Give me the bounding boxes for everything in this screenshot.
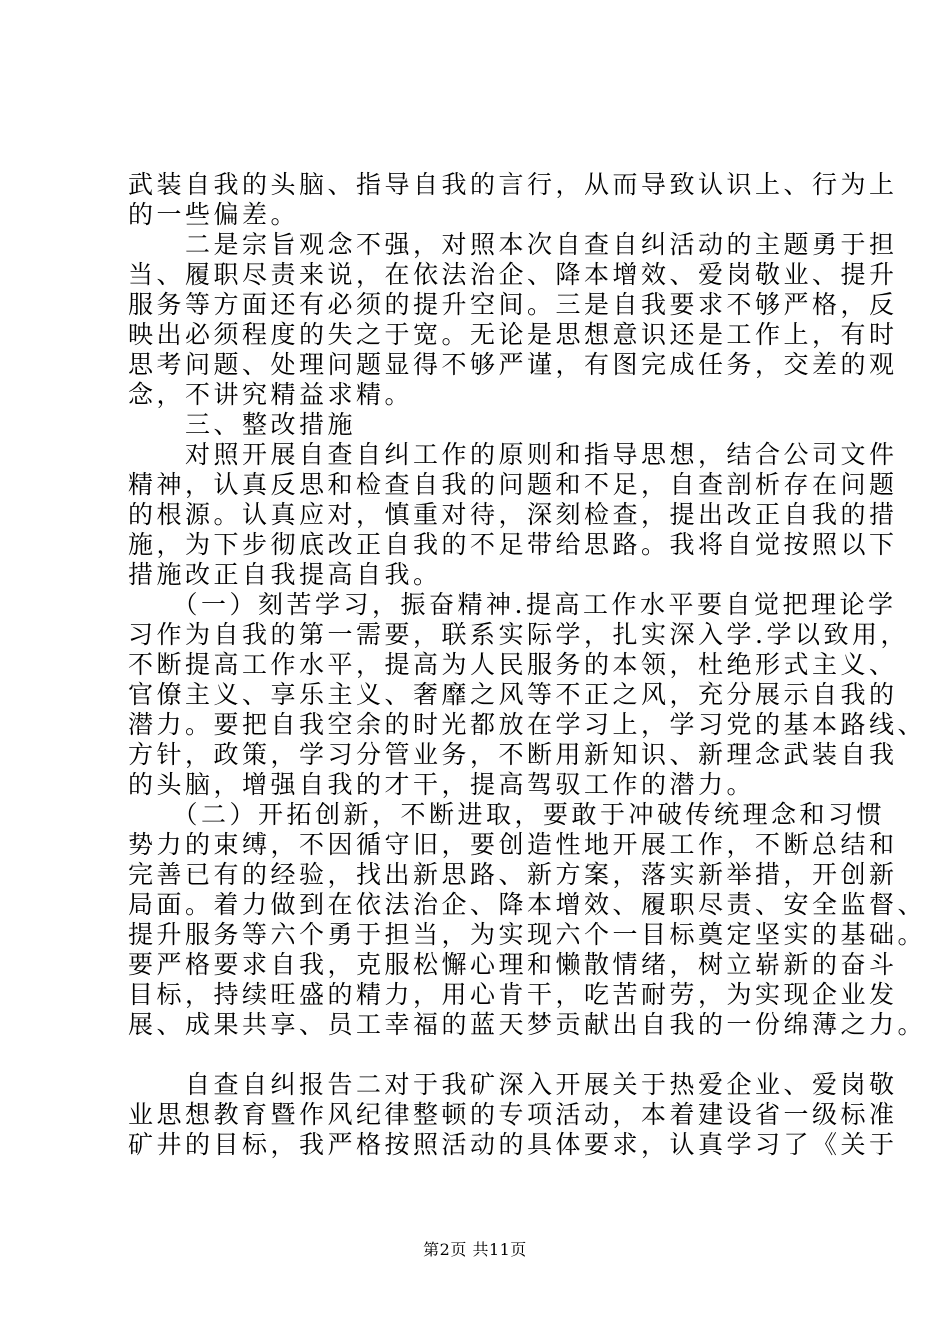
text-line: 局面。着力做到在依法治企、降本增效、履职尽责、安全监督、 — [128, 890, 927, 919]
paragraph-gap — [128, 1040, 828, 1070]
text-line: 的一些偏差。 — [128, 200, 300, 229]
text-line: （一）刻苦学习，振奋精神.提高工作水平要自觉把理论学 — [128, 590, 897, 619]
document-body — [128, 170, 927, 1160]
text-line: 展、成果共享、员工幸福的蓝天梦贡献出自我的一份绵薄之力。 — [128, 1010, 927, 1039]
text-line: 要严格要求自我，克服松懈心理和懒散情绪，树立崭新的奋斗 — [128, 950, 898, 979]
text-line: 势力的束缚，不因循守旧，要创造性地开展工作，不断总结和 — [128, 830, 898, 859]
text-line: 提升服务等六个勇于担当，为实现六个一目标奠定坚实的基础。 — [128, 920, 927, 949]
text-line: 思考问题、处理问题显得不够严谨，有图完成任务，交差的观 — [128, 350, 898, 379]
text-line: 完善已有的经验，找出新思路、新方案，落实新举措，开创新 — [128, 860, 898, 889]
text-line: 不断提高工作水平，提高为人民服务的本领，杜绝形式主义、 — [128, 650, 898, 679]
text-line: 习作为自我的第一需要，联系实际学，扎实深入学.学以致用， — [128, 620, 909, 649]
text-line: 的根源。认真应对，慎重对待，深刻检查，提出改正自我的措 — [128, 500, 898, 529]
text-line: 官僚主义、享乐主义、奢靡之风等不正之风，充分展示自我的 — [128, 680, 898, 709]
page-number: 第2页 共11页 — [423, 1240, 527, 1259]
text-line: 武装自我的头脑、指导自我的言行，从而导致认识上、行为上 — [128, 170, 898, 199]
text-line: 精神，认真反思和检查自我的问题和不足，自查剖析存在问题 — [128, 470, 898, 499]
text-line: 自查自纠报告二对于我矿深入开展关于热爱企业、爱岗敬 — [128, 1070, 898, 1099]
text-line: 方针，政策，学习分管业务，不断用新知识、新理念武装自我 — [128, 740, 898, 769]
text-line: 念，不讲究精益求精。 — [128, 380, 414, 409]
text-line: 的头脑，增强自我的才干，提高驾驭工作的潜力。 — [128, 770, 756, 799]
text-line: （二）开拓创新，不断进取，要敢于冲破传统理念和习惯 — [128, 800, 886, 829]
text-line: 措施改正自我提高自我。 — [128, 560, 442, 589]
text-line: 服务等方面还有必须的提升空间。三是自我要求不够严格，反 — [128, 290, 898, 319]
text-line: 目标，持续旺盛的精力，用心肯干，吃苦耐劳，为实现企业发 — [128, 980, 898, 1009]
text-line: 业思想教育暨作风纪律整顿的专项活动，本着建设省一级标准 — [128, 1100, 898, 1129]
text-line: 二是宗旨观念不强，对照本次自查自纠活动的主题勇于担 — [128, 230, 898, 259]
page-footer — [0, 1240, 950, 1260]
text-line: 映出必须程度的失之于宽。无论是思想意识还是工作上，有时 — [128, 320, 898, 349]
section-heading: 三、整改措施 — [128, 410, 357, 439]
text-line: 当、履职尽责来说，在依法治企、降本增效、爱岗敬业、提升 — [128, 260, 898, 289]
text-line: 矿井的目标，我严格按照活动的具体要求，认真学习了《关于 — [128, 1130, 898, 1159]
text-line: 潜力。要把自我空余的时光都放在学习上，学习党的基本路线、 — [128, 710, 927, 739]
text-line: 对照开展自查自纠工作的原则和指导思想，结合公司文件 — [128, 440, 898, 469]
text-line: 施，为下步彻底改正自我的不足带给思路。我将自觉按照以下 — [128, 530, 898, 559]
